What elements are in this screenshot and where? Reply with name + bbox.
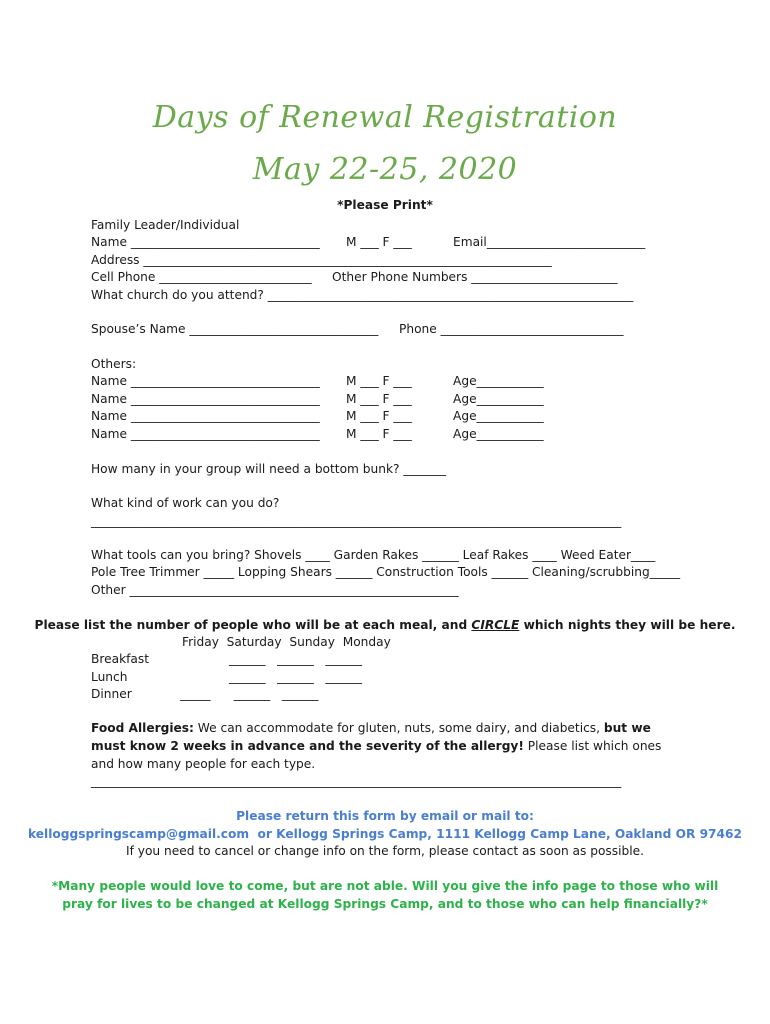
other-gender-field[interactable]: M ___ F ___ [346, 427, 412, 441]
meal-blanks-lunch[interactable]: ______ ______ ______ [229, 670, 362, 684]
meals-instruction-text: Please list the number of people who will be at each meal, and [34, 618, 472, 632]
other-name-field[interactable]: Name _______________________________ [91, 409, 320, 423]
family-leader-heading: Family Leader/Individual [91, 218, 240, 232]
bottom-bunk-field[interactable]: How many in your group will need a bottom bunk? _______ [91, 462, 447, 476]
meal-label-dinner: Dinner [91, 687, 132, 701]
allergies-text: We can accommodate for gluten, nuts, some dairy, and diabetics, [193, 721, 604, 735]
other-name-field[interactable]: Name _______________________________ [91, 427, 320, 441]
spouse-phone-field[interactable]: Phone ______________________________ [399, 322, 624, 336]
meal-blanks-breakfast[interactable]: ______ ______ ______ [229, 652, 362, 666]
other-age-field[interactable]: Age___________ [453, 427, 544, 441]
meals-instruction-text: which nights they will be here. [519, 618, 736, 632]
return-address: kelloggspringscamp@gmail.com or Kellogg Springs Camp, 1111 Kellogg Camp Lane, Oakland OR 97462 [28, 827, 742, 841]
event-dates: May 22-25, 2020 [252, 152, 518, 187]
please-print-note: *Please Print* [337, 198, 433, 212]
family-other-phone-field[interactable]: Other Phone Numbers ________________________ [332, 270, 618, 284]
family-address-field[interactable]: Address ___________________________________________________________________ [91, 253, 552, 267]
allergies-warning: but we must know 2 weeks in advance and the severity of the allergy! [91, 721, 651, 753]
allergies-label: Food Allergies: [91, 721, 194, 735]
tools-line-2[interactable]: Pole Tree Trimmer _____ Lopping Shears ______ Construction Tools ______ Cleaning/scrubbing_____ [91, 565, 681, 579]
cancel-note: If you need to cancel or change info on the form, please contact as soon as possible. [125, 844, 645, 858]
closing-note-line-2: pray for lives to be changed at Kellogg Springs Camp, and to those who can help financially?* [62, 897, 708, 911]
other-age-field[interactable]: Age___________ [453, 392, 544, 406]
meal-blanks-dinner[interactable]: _____ ______ ______ [180, 687, 319, 701]
other-age-field[interactable]: Age___________ [453, 409, 544, 423]
allergies-text: Please list which ones and how many people for each type. [91, 739, 662, 771]
meal-label-lunch: Lunch [91, 670, 128, 684]
other-name-field[interactable]: Name _______________________________ [91, 374, 320, 388]
closing-note-line-1: *Many people would love to come, but are not able. Will you give the info page to those who will [51, 879, 719, 893]
other-gender-field[interactable]: M ___ F ___ [346, 409, 412, 423]
spouse-name-field[interactable]: Spouse’s Name _______________________________ [91, 322, 379, 336]
other-gender-field[interactable]: M ___ F ___ [346, 392, 412, 406]
others-heading: Others: [91, 357, 137, 371]
tools-line-1[interactable]: What tools can you bring? Shovels ____ Garden Rakes ______ Leaf Rakes ____ Weed Eater____ [91, 548, 656, 562]
circle-emphasis: CIRCLE [471, 618, 520, 632]
other-name-field[interactable]: Name _______________________________ [91, 392, 320, 406]
return-instruction: Please return this form by email or mail to: [236, 809, 534, 823]
work-answer-line[interactable]: _______________________________________________________________________________________ [91, 514, 622, 528]
family-email-field[interactable]: Email__________________________ [453, 235, 646, 249]
food-allergies-paragraph [91, 719, 683, 773]
meal-days-header: Friday Saturday Sunday Monday [182, 635, 391, 649]
family-name-field[interactable]: Name _______________________________ [91, 235, 320, 249]
form-title: Days of Renewal Registration [152, 100, 618, 135]
meal-label-breakfast: Breakfast [91, 652, 150, 666]
family-gender-field[interactable]: M ___ F ___ [346, 235, 412, 249]
other-gender-field[interactable]: M ___ F ___ [346, 374, 412, 388]
meals-instruction [0, 617, 770, 634]
other-age-field[interactable]: Age___________ [453, 374, 544, 388]
church-field[interactable]: What church do you attend? ____________________________________________________________ [91, 288, 634, 302]
family-cell-phone-field[interactable]: Cell Phone _________________________ [91, 270, 312, 284]
tools-other-field[interactable]: Other ______________________________________________________ [91, 583, 459, 597]
work-question: What kind of work can you do? [91, 496, 280, 510]
allergies-answer-line[interactable]: _______________________________________________________________________________________ [91, 774, 622, 788]
